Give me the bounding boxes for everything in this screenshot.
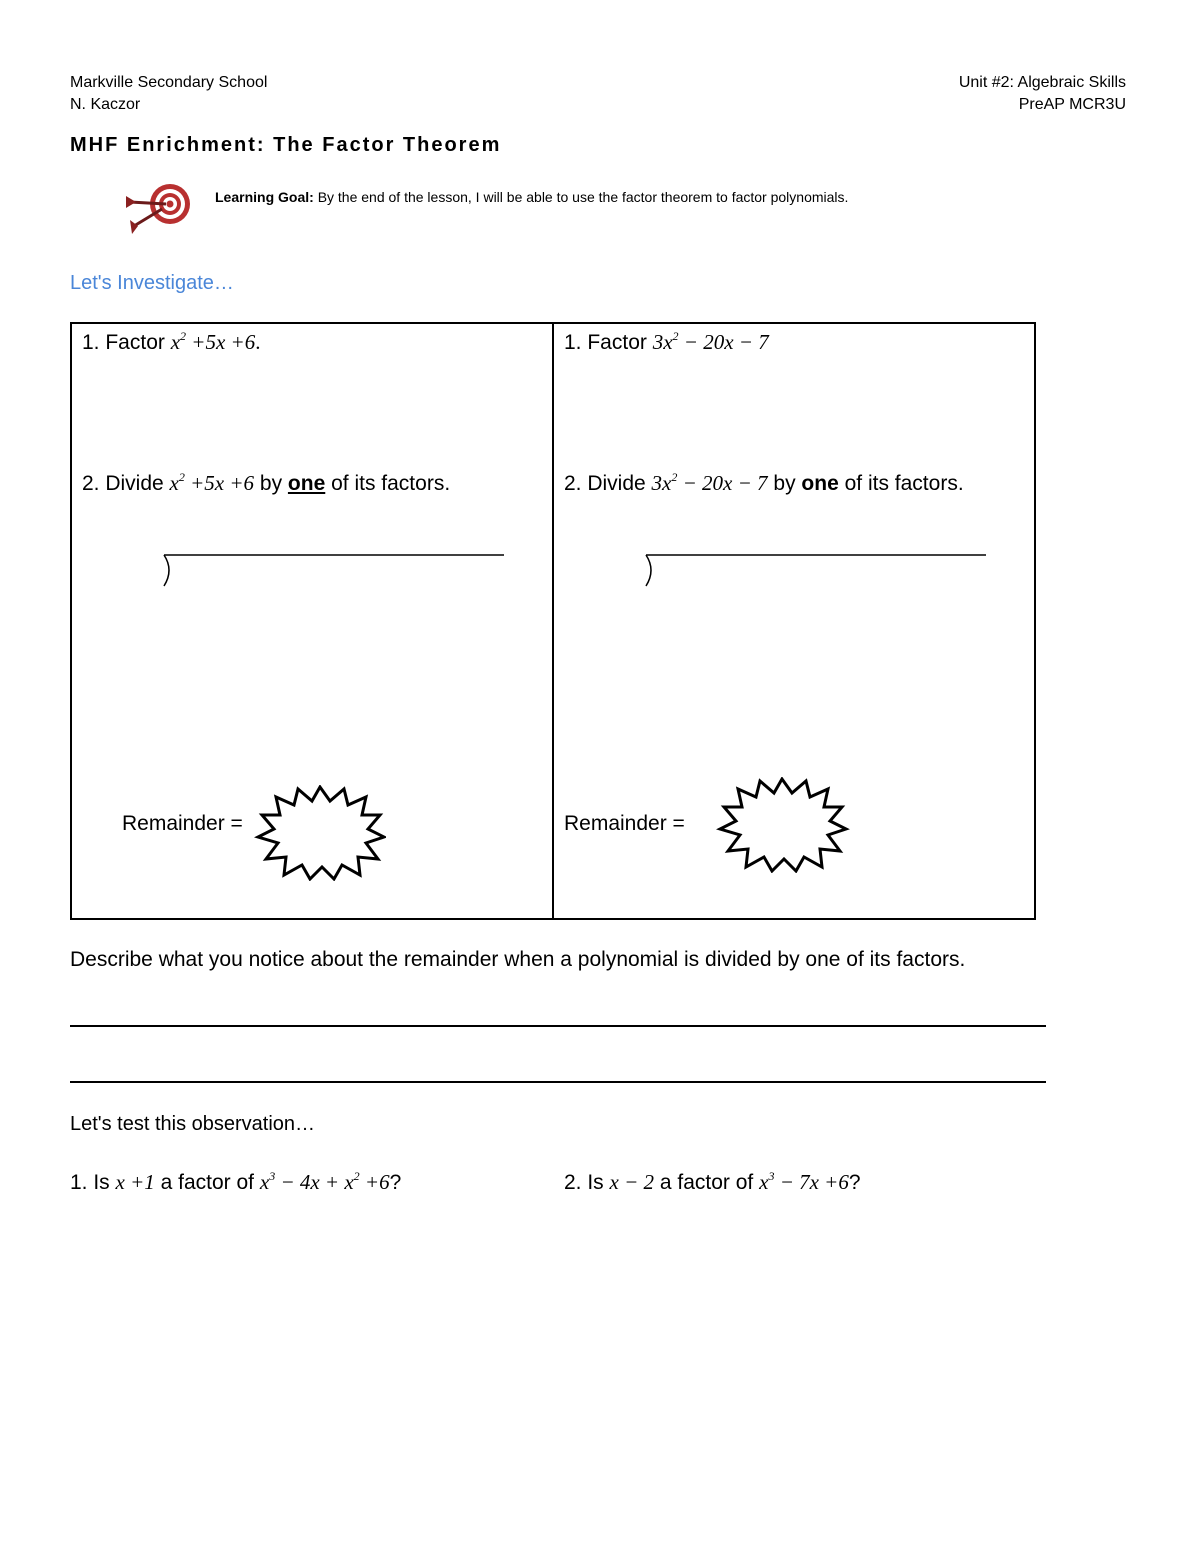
answer-line-1: [70, 1025, 1046, 1027]
test-q1-divisor: x +1: [115, 1170, 155, 1194]
header-left: [70, 72, 267, 116]
left-division-bracket: [160, 552, 508, 597]
page-title: MHF Enrichment: The Factor Theorem: [70, 134, 502, 156]
investigate-heading: Let's Investigate…: [70, 272, 234, 294]
test-q2-poly: $x^3 - 7x +6$: [759, 1169, 849, 1194]
test-q2: 2. Is x − 2 a factor of $x^3 - 7x +6$?: [564, 1169, 861, 1194]
left-remainder-starburst: [254, 785, 386, 886]
test-heading: Let's test this observation…: [70, 1113, 316, 1135]
left-q2: 2. Divide $x^2 +5x +6$ by one of its factors.: [82, 470, 451, 495]
table-divider: [552, 322, 554, 920]
learning-goal-label: Learning Goal:: [215, 189, 314, 205]
right-q1: 1. Factor $3x^2 - 20x - 7$: [564, 329, 769, 354]
left-q2-math: $x^2 +5x +6$: [169, 470, 255, 495]
course-code: PreAP MCR3U: [1018, 96, 1126, 113]
right-q2: 2. Divide $3x^2 - 20x - 7$ by one of its factors.: [564, 470, 964, 495]
left-remainder-label: Remainder =: [122, 812, 243, 835]
school-name: Markville Secondary School: [70, 74, 268, 91]
left-q1: 1. Factor $x^2 +5x +6$.: [82, 329, 261, 354]
answer-line-2: [70, 1081, 1046, 1083]
teacher-name: N. Kaczor: [70, 96, 141, 113]
unit-name: Unit #2: Algebraic Skills: [958, 74, 1126, 91]
test-q1-poly: $x^3 - 4x + x^2 +6$: [259, 1169, 390, 1194]
learning-goal: [215, 189, 848, 205]
right-q2-one: one: [801, 472, 839, 495]
header-right: [959, 72, 1126, 116]
test-q1: 1. Is x +1 a factor of $x^3 - 4x + x^2 +6$?: [70, 1169, 402, 1194]
right-q1-math: $3x^2 - 20x - 7$: [652, 329, 769, 354]
learning-goal-text: By the end of the lesson, I will be able to use the factor theorem to factor polynomials.: [317, 189, 849, 205]
right-remainder-label: Remainder =: [564, 812, 685, 835]
right-remainder-starburst: [716, 777, 850, 878]
test-q2-divisor: x − 2: [609, 1170, 655, 1194]
right-division-bracket: [642, 552, 990, 597]
right-q2-math: $3x^2 - 20x - 7$: [651, 470, 768, 495]
left-q2-one: one: [287, 472, 326, 495]
left-q1-math: $x^2 +5x +6$.: [170, 329, 261, 354]
describe-prompt: Describe what you notice about the remainder when a polynomial is divided by one of its factors.: [70, 948, 966, 971]
target-icon: [122, 176, 194, 236]
